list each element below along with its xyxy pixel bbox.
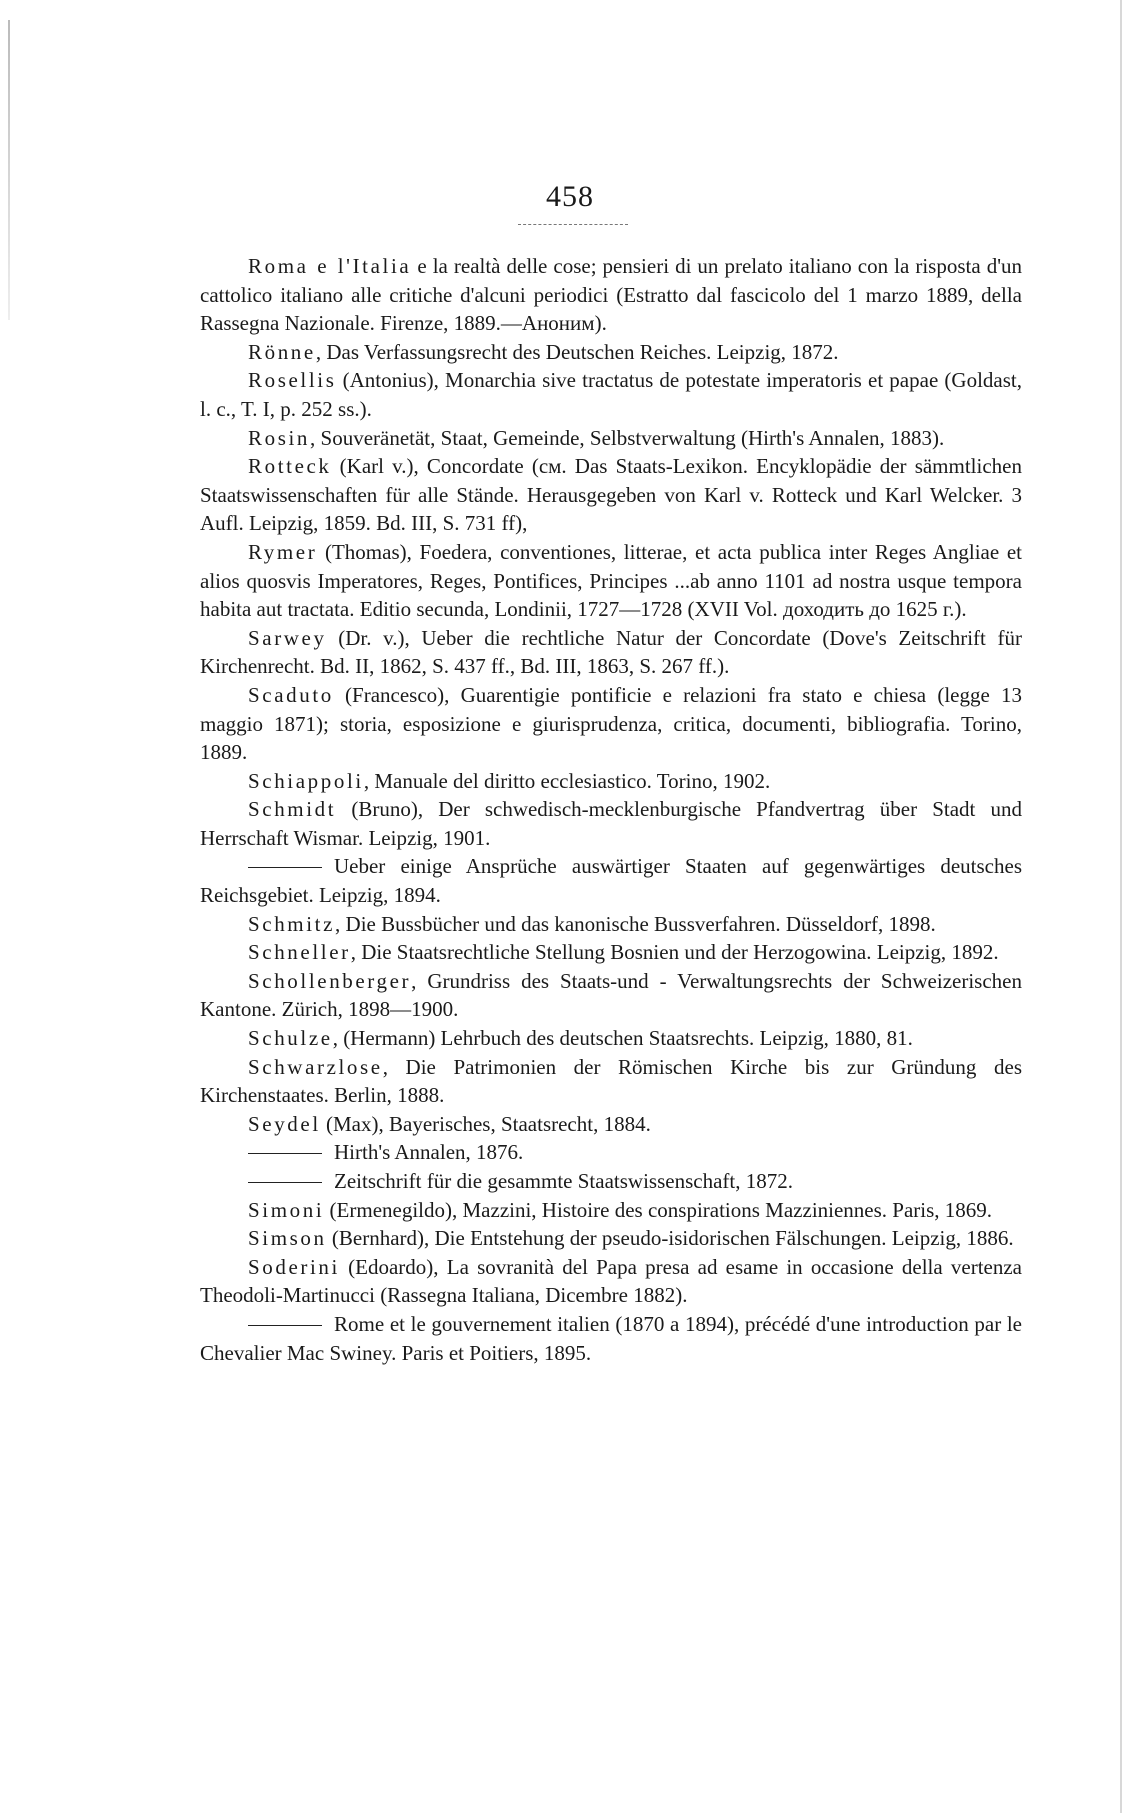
entry-author: Sarwey xyxy=(248,625,327,650)
bibliography-entry xyxy=(200,938,1022,967)
bibliography-entry xyxy=(200,338,1022,367)
page-number: 458 xyxy=(546,180,594,213)
entry-text: (Bernhard), Die Entstehung der pseudo-isidorischen Fälschungen. Leipzig, 1886. xyxy=(326,1226,1014,1251)
bibliography-entry xyxy=(200,1138,1022,1167)
bibliography-entry xyxy=(200,366,1022,423)
bibliography-entry xyxy=(200,424,1022,453)
entry-text: , Manuale del diritto ecclesiastico. Torino, 1902. xyxy=(363,768,771,793)
entry-text: (Ermenegildo), Mazzini, Histoire des conspirations Mazziniennes. Paris, 1869. xyxy=(324,1197,993,1222)
bibliography-entry xyxy=(200,452,1022,538)
entry-text: Ueber einige Ansprüche auswärtiger Staaten auf gegenwärtiges deutsches Reichsgebiet. Leipzig, 1894. xyxy=(200,854,1022,908)
entry-author: Schmidt xyxy=(248,797,337,822)
page-number-rule xyxy=(518,224,628,225)
bibliography-entry xyxy=(200,1196,1022,1225)
bibliography-entry xyxy=(200,1110,1022,1139)
entry-author: Scaduto xyxy=(248,682,334,707)
entry-author: Rosellis xyxy=(248,368,337,393)
entry-text: , Grundriss des Staats-und - Verwaltungsrechts der Schweizerischen Kantone. Zürich, 1898—1900. xyxy=(200,968,1022,1022)
bibliography-entry xyxy=(200,795,1022,852)
bibliography-entry xyxy=(200,624,1022,681)
scan-edge-right xyxy=(1120,0,1122,1813)
entry-author: Roma e l'Italia xyxy=(248,254,412,278)
entry-text: (Antonius), Monarchia sive tractatus de potestate imperatoris et papae (Goldast, l. c., T. I, p. 252 ss.). xyxy=(200,368,1022,421)
entry-author: Simson xyxy=(248,1226,327,1251)
entry-text: e la realtà delle cose; pensieri di un prelato italiano con la risposta d'un cattolico italiano alle critiche d'alcuni periodici (Estratto dal fascicolo del 1 marzo 1889, della Rassegna Nazionale. Firenze, 1889.—Аноним). xyxy=(200,254,1022,336)
entry-text: , Die Staatsrechtliche Stellung Bosnien und der Herzogowina. Leipzig, 1892. xyxy=(350,940,999,965)
entry-text: , Souveränetät, Staat, Gemeinde, Selbstverwaltung (Hirth's Annalen, 1883). xyxy=(310,425,945,450)
entry-text: (Edoardo), La sovranità del Papa presa ad esame in occasione della vertenza Theodoli-Martinucci (Rassegna Italiana, Dicembre 1882). xyxy=(200,1254,1022,1308)
bibliography-entry xyxy=(200,967,1022,1024)
entry-text: Hirth's Annalen, 1876. xyxy=(334,1140,524,1165)
entry-author: Schwarzlose xyxy=(248,1054,383,1079)
bibliography-entry xyxy=(200,1024,1022,1053)
entry-text: (Francesco), Guarentigie pontificie e relazioni fra stato e chiesa (legge 13 maggio 1871); storia, esposizione e giurisprudenza, critica, documenti, bibliografia. Torino, 1889. xyxy=(200,682,1022,765)
entry-author: Rotteck xyxy=(248,454,332,479)
bibliography-entry xyxy=(200,1053,1022,1110)
bibliography-entry xyxy=(200,1310,1022,1367)
entry-author: Schiappoli xyxy=(248,768,364,793)
entry-author: Schulze xyxy=(248,1026,333,1051)
entry-author: Soderini xyxy=(248,1254,340,1279)
bibliography-entry xyxy=(200,538,1022,624)
bibliography-entry xyxy=(200,1167,1022,1196)
entry-author: Seydel xyxy=(248,1111,321,1136)
scan-edge-left xyxy=(8,20,10,320)
entry-author: Simoni xyxy=(248,1197,325,1222)
ditto-dash xyxy=(248,1182,322,1183)
entry-text: , Die Patrimonien der Römischen Kirche bis zur Gründung des Kirchenstaates. Berlin, 1888. xyxy=(200,1054,1022,1108)
entry-text: (Karl v.), Concordate (см. Das Staats-Lexikon. Encyklopädie der sämmtlichen Staatswissenschaften für alle Stände. Herausgegeben von Karl v. Rotteck und Karl Welcker. 3 Aufl. Leipzig, 1859. Bd. III, S. 731 ff), xyxy=(200,454,1022,536)
entry-author: Rosin xyxy=(248,425,311,450)
entry-text: (Bruno), Der schwedisch-mecklenburgische Pfandvertrag über Stadt und Herrschaft Wismar. Leipzig, 1901. xyxy=(200,797,1022,850)
entry-author: Schneller xyxy=(248,940,351,965)
bibliography-entry xyxy=(200,852,1022,909)
entry-text: (Dr. v.), Ueber die rechtliche Natur der Concordate (Dove's Zeitschrift für Kirchenrecht. Bd. II, 1862, S. 437 ff., Bd. III, 1863, S. 267 ff.). xyxy=(200,625,1022,679)
entry-text: , Die Bussbücher und das kanonische Bussverfahren. Düsseldorf, 1898. xyxy=(335,911,936,936)
entry-text: Rome et le gouvernement italien (1870 a 1894), précédé d'une introduction par le Chevalier Mac Swiney. Paris et Poitiers, 1895. xyxy=(200,1311,1022,1365)
ditto-dash xyxy=(248,1153,322,1154)
ditto-dash xyxy=(248,1325,322,1326)
bibliography-entry xyxy=(200,767,1022,796)
bibliography-entry xyxy=(200,1224,1022,1253)
entry-author: Rymer xyxy=(248,539,318,564)
bibliography-entry xyxy=(200,910,1022,939)
bibliography-list xyxy=(200,252,1022,1367)
bibliography-entry xyxy=(200,681,1022,767)
entry-text: Zeitschrift für die gesammte Staatswissenschaft, 1872. xyxy=(334,1169,793,1193)
entry-text: (Thomas), Foedera, conventiones, litterae, et acta publica inter Reges Angliae et alios quosvis Imperatores, Reges, Pontifices, Principes ...ab anno 1101 ad nostra usque tempora habita aut tractata. Editio secunda, Londinii, 1727—1728 (XVII Vol. доходить до 1625 г.). xyxy=(200,539,1022,622)
entry-text: (Max), Bayerisches, Staatsrecht, 1884. xyxy=(320,1111,651,1136)
entry-author: Schollenberger xyxy=(248,968,412,993)
entry-author: Rönne xyxy=(248,339,316,364)
entry-text: , Das Verfassungsrecht des Deutschen Reiches. Leipzig, 1872. xyxy=(315,339,839,364)
bibliography-entry xyxy=(200,1253,1022,1310)
entry-text: , (Hermann) Lehrbuch des deutschen Staatsrechts. Leipzig, 1880, 81. xyxy=(332,1026,913,1051)
ditto-dash xyxy=(248,867,322,868)
bibliography-entry xyxy=(200,252,1022,338)
entry-author: Schmitz xyxy=(248,911,336,936)
